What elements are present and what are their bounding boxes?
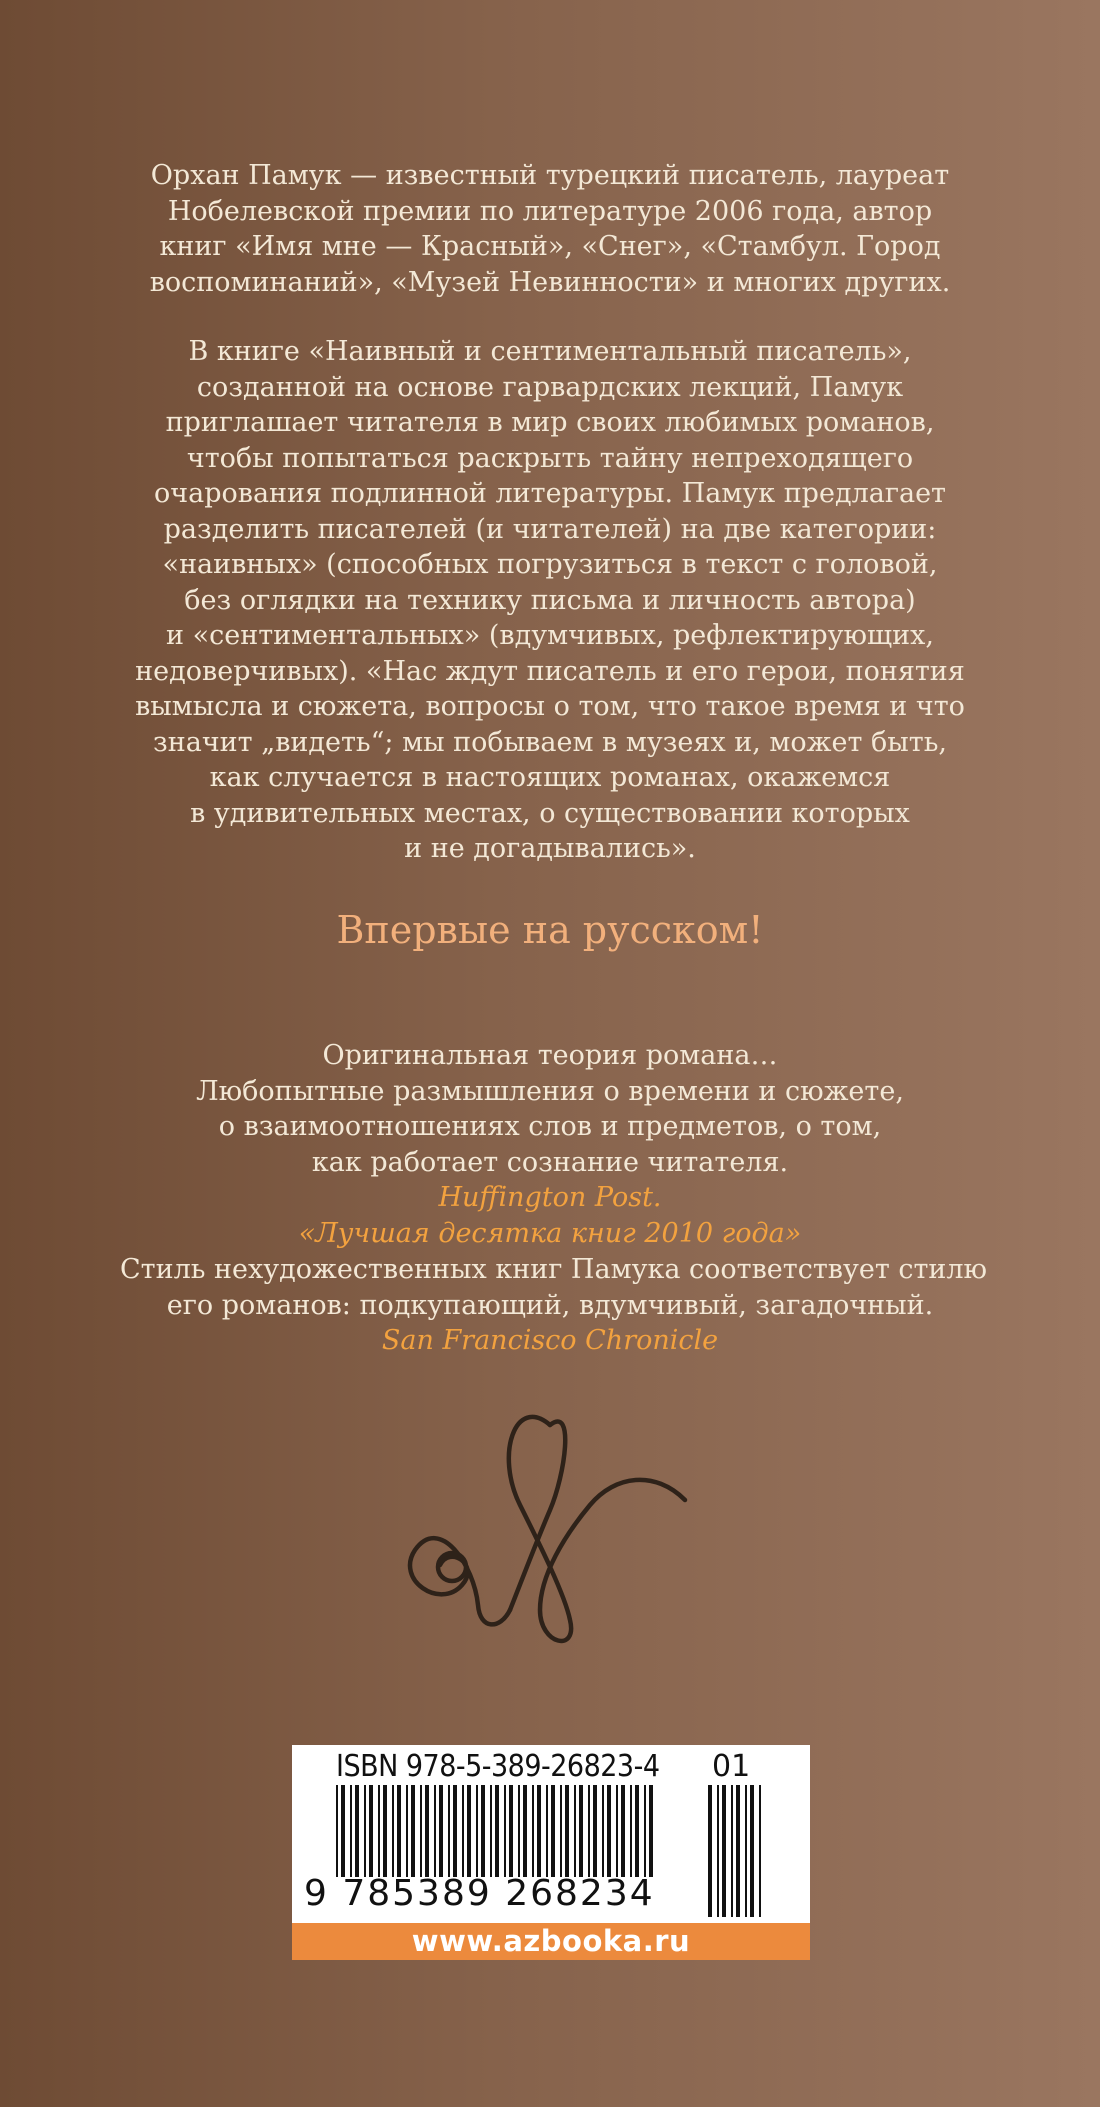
barcode-bar (649, 1785, 653, 1877)
barcode-bar (397, 1785, 401, 1877)
quote-line: Любопытные размышления о времени и сюжете, (196, 1075, 904, 1107)
text-line: книг «Имя мне — Красный», «Снег», «Стамбул. Город (159, 231, 941, 262)
text-line: В книге «Наивный и сентиментальный писатель», (188, 336, 912, 367)
review-source: Huffington Post. (438, 1182, 662, 1213)
barcode-bar (476, 1785, 478, 1877)
barcode-bar (708, 1785, 712, 1917)
flourish-ornament-icon (400, 1395, 700, 1650)
review-source: San Francisco Chronicle (381, 1325, 719, 1356)
barcode-bar (350, 1785, 352, 1877)
text-line: и не догадывались». (404, 833, 696, 864)
barcode-bar (635, 1785, 639, 1877)
barcode-bar (574, 1785, 576, 1877)
barcode-bar (411, 1785, 415, 1877)
barcode-bar (621, 1785, 625, 1877)
barcode-bar (336, 1785, 338, 1877)
barcode-bar (378, 1785, 380, 1877)
text-line: недоверчивых). «Нас ждут писатель и его герои, понятия (135, 655, 965, 687)
text-line: воспоминаний», «Музей Невинности» и многих других. (149, 266, 951, 298)
text-line: значит „видеть“; мы побываем в музеях и, может быть, (153, 726, 947, 758)
barcode-bar (722, 1785, 726, 1917)
barcode-bar (364, 1785, 366, 1877)
barcode-bar (434, 1785, 436, 1877)
barcode-bar (341, 1785, 345, 1877)
text-line: и «сентиментальных» (вдумчивых, рефлектирующих, (166, 620, 934, 651)
barcode-bar (602, 1785, 604, 1877)
barcode-bar (546, 1785, 548, 1877)
barcode-bar (593, 1785, 597, 1877)
barcode-bar (448, 1785, 450, 1877)
isbn-barcode (292, 1745, 810, 1960)
barcode-bar (355, 1785, 359, 1877)
barcode-bar (736, 1785, 740, 1917)
barcode-bar (467, 1785, 471, 1877)
review-source-detail: «Лучшая десятка книг 2010 года» (298, 1217, 802, 1249)
text-line: чтобы попытаться раскрыть тайну непреходящего (186, 442, 914, 474)
about-book-paragraph (120, 334, 980, 867)
barcode-bar (504, 1785, 506, 1877)
text-line: приглашает читателя в мир своих любимых романов, (165, 407, 935, 438)
barcode-bar (616, 1785, 618, 1877)
publisher-site-bar (292, 1923, 810, 1960)
barcode-bar (453, 1785, 457, 1877)
barcode-bar (495, 1785, 499, 1877)
barcode-bar (579, 1785, 583, 1877)
text-line: очарования подлинной литературы. Памук предлагает (154, 478, 946, 509)
about-author-paragraph (120, 158, 980, 300)
barcode-bar (490, 1785, 492, 1877)
barcode-bar (523, 1785, 527, 1877)
barcode-bar (532, 1785, 534, 1877)
barcode-bar (717, 1785, 719, 1917)
barcode-bar (731, 1785, 733, 1917)
text-line: вымысла и сюжета, вопросы о том, что такое время и что (135, 691, 965, 722)
barcode-bar (750, 1785, 754, 1917)
tagline: Впервые на русском! (336, 908, 764, 952)
barcode-bar (565, 1785, 569, 1877)
text-line: Нобелевской премии по литературе 2006 года, автор (167, 195, 933, 227)
text-line: Орхан Памук — известный турецкий писатель, лауреат (150, 160, 950, 191)
review-quote-sf-chronicle (120, 1252, 988, 1359)
barcode-bar (588, 1785, 590, 1877)
barcode-bar (745, 1785, 747, 1917)
barcode-bar (630, 1785, 632, 1877)
text-line: как случается в настоящих романах, окажемся (209, 762, 891, 793)
isbn-label: ISBN 978-5-389-26823-4 (336, 1749, 660, 1784)
barcode-bar (537, 1785, 541, 1877)
barcode-bar (551, 1785, 555, 1877)
barcode-bar (369, 1785, 373, 1877)
barcode-bar (509, 1785, 513, 1877)
barcode-bar (560, 1785, 562, 1877)
text-line: «наивных» (способных погрузиться в текст с головой, (162, 549, 938, 580)
text-line: созданной на основе гарвардских лекций, Памук (196, 371, 904, 403)
text-line: разделить писателей (и читателей) на две категории: (163, 513, 937, 545)
publisher-site-url: www.azbooka.ru (411, 1924, 691, 1958)
barcode-bar (392, 1785, 394, 1877)
text-line: в удивительных местах, о существовании которых (190, 797, 910, 829)
barcode-bar (439, 1785, 443, 1877)
barcode-digits: 9 785389 268234 (304, 1873, 655, 1914)
barcode-bar (462, 1785, 464, 1877)
quote-line: его романов: подкупающий, вдумчивый, загадочный. (166, 1289, 934, 1321)
quote-line: как работает сознание читателя. (311, 1146, 789, 1178)
barcode-bar (644, 1785, 646, 1877)
isbn-addon-code: 01 (712, 1749, 751, 1784)
quote-line: о взаимоотношениях слов и предметов, о том, (218, 1111, 882, 1142)
text-line: без оглядки на технику письма и личность автора) (184, 584, 916, 616)
barcode-bar (481, 1785, 485, 1877)
barcode-bar (420, 1785, 422, 1877)
barcode-bar (406, 1785, 408, 1877)
barcode-bar (383, 1785, 387, 1877)
barcode-bar (425, 1785, 429, 1877)
barcode-bar (518, 1785, 520, 1877)
barcode-bar (759, 1785, 761, 1917)
review-quote-huffington (120, 1038, 980, 1251)
quote-line: Оригинальная теория романа… (322, 1040, 778, 1071)
barcode-bar (607, 1785, 611, 1877)
quote-line: Стиль нехудожественных книг Памука соответствует стилю (120, 1254, 988, 1285)
